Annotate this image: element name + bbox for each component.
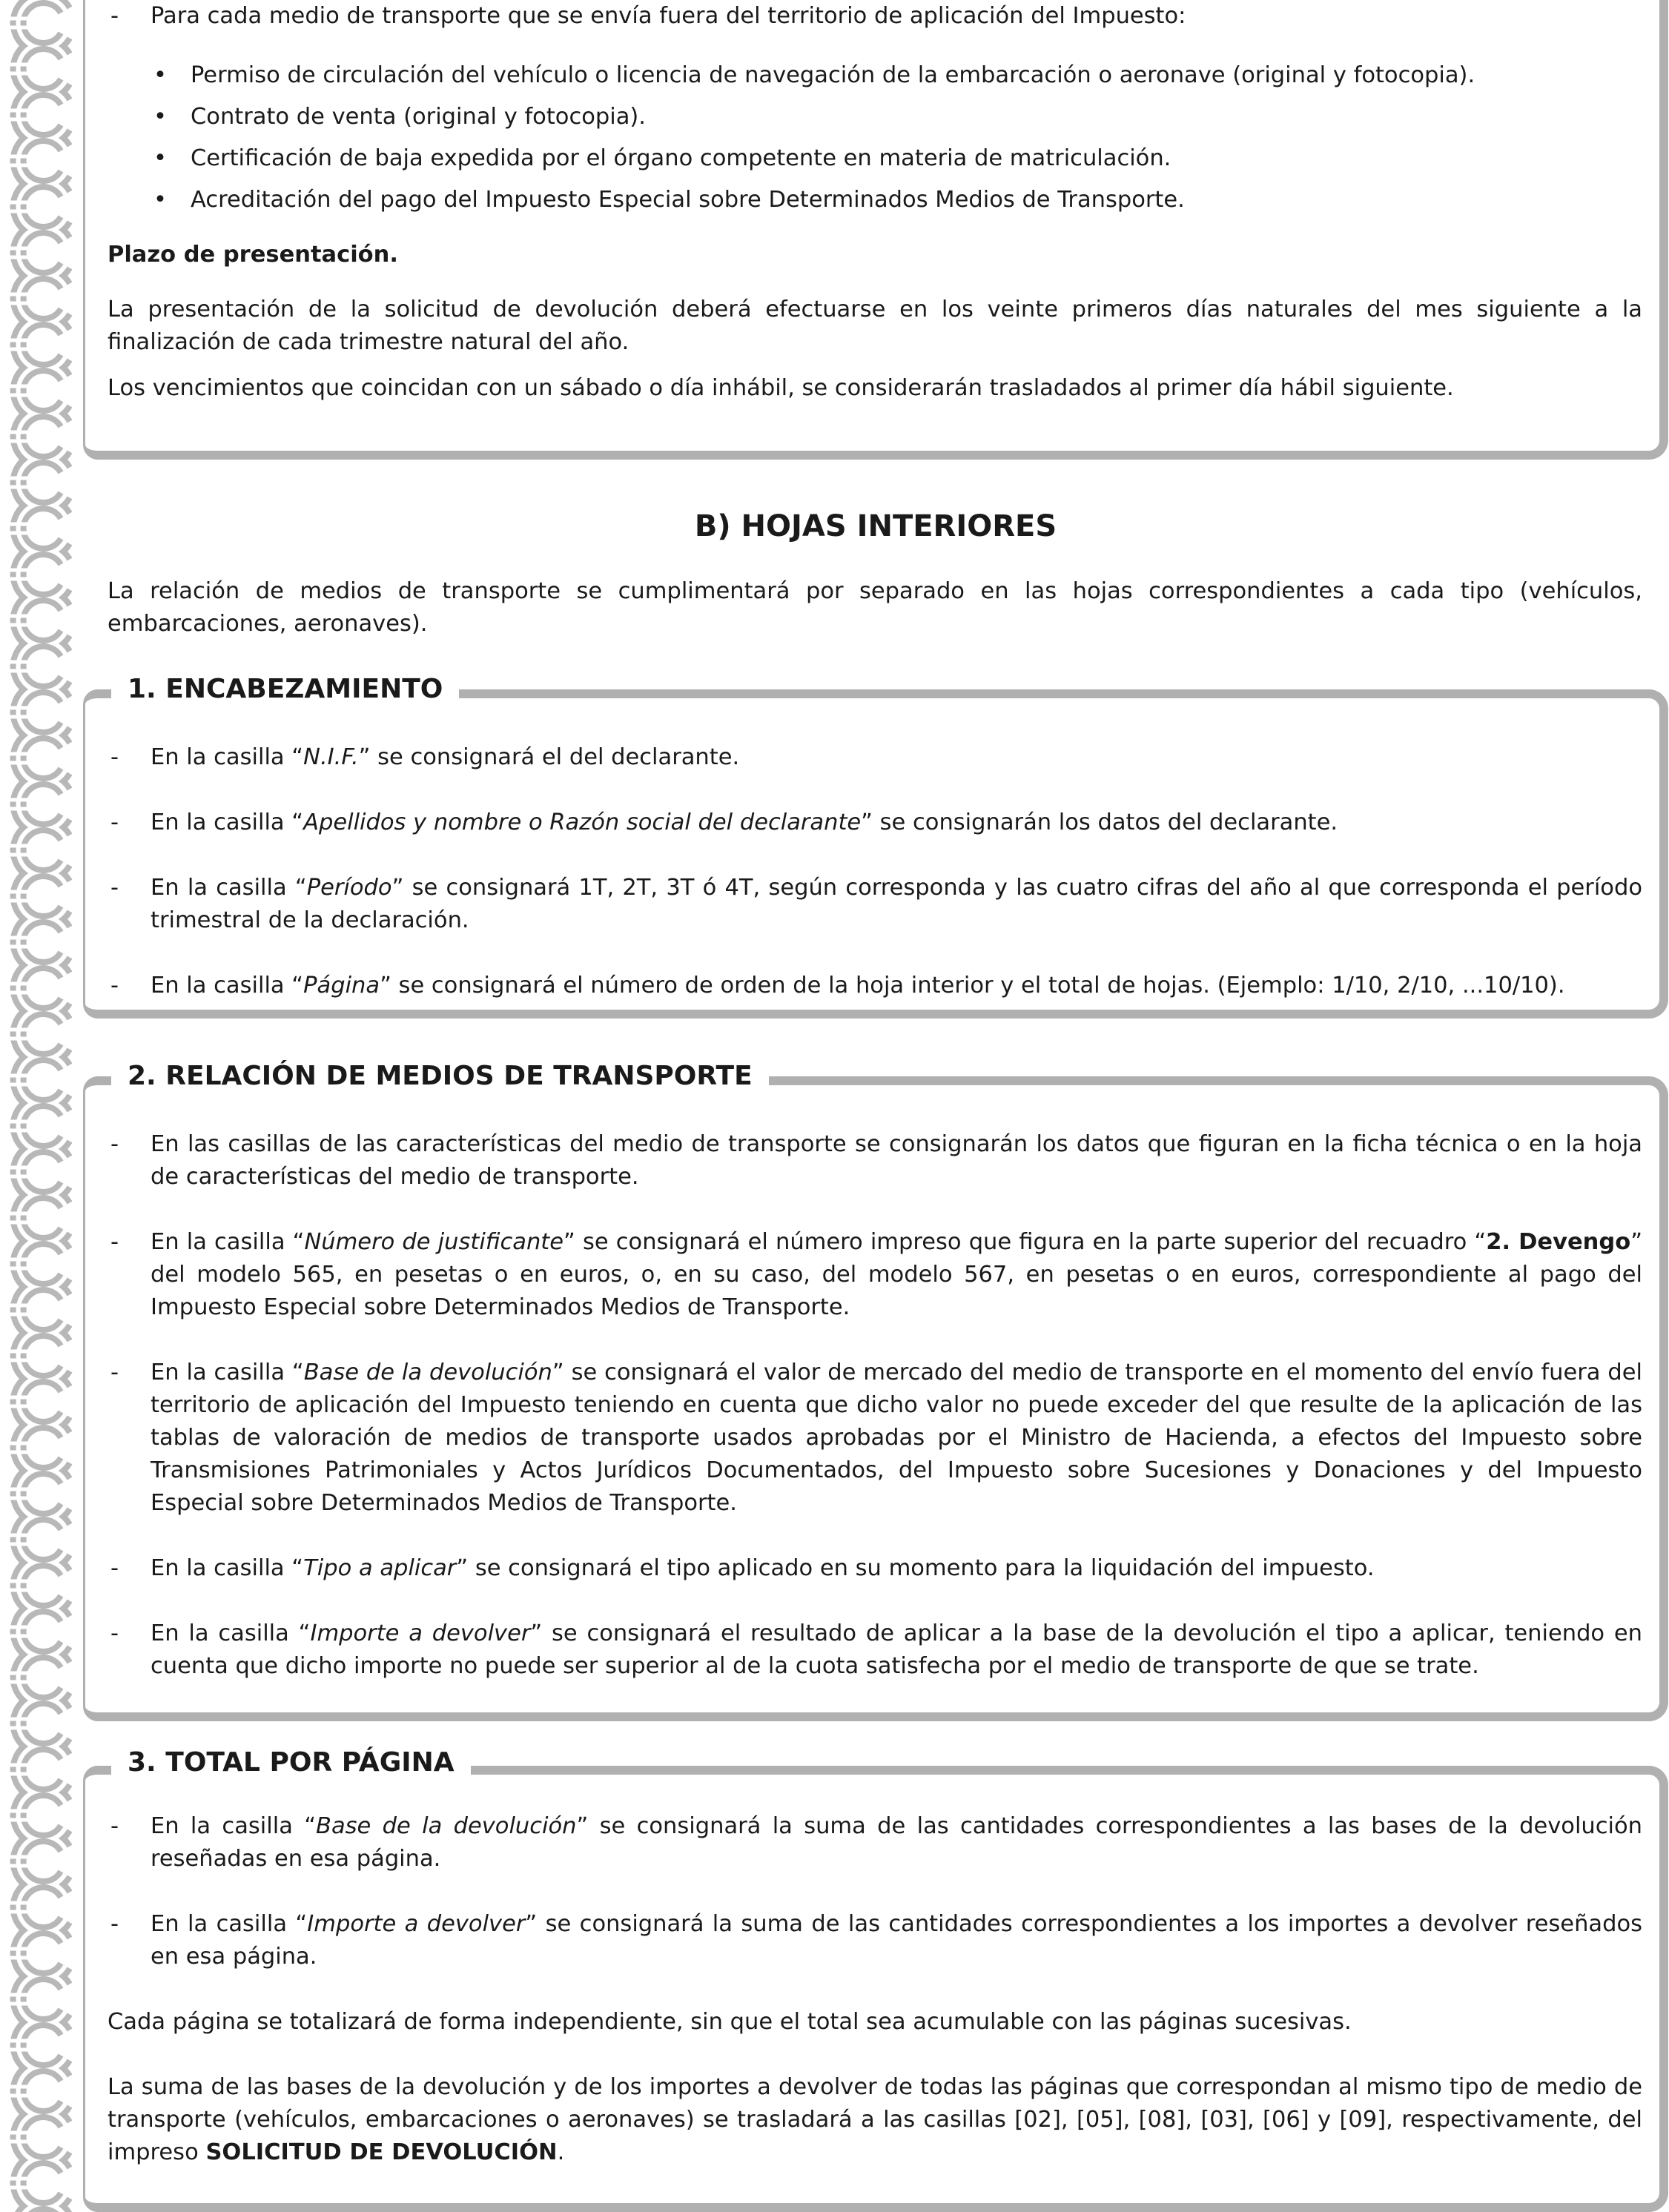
list-item: - En la casilla “Base de la devolución” se consignará el valor de mercado del medio de transporte en el momento del envío fuera del territorio de aplicación del Impuesto teniendo en cuenta que dicho valor no puede exceder del que resulte de la aplicación de las tablas de valoración de medios de transporte usados aprobadas por el Ministro de Hacienda, a efectos del Impuesto sobre Transmisiones Patrimoniales y Actos Jurídicos Documentados, del Impuesto sobre Sucesiones y Donaciones y del Impuesto Especial sobre Determinados Medios de Transporte. (108, 1357, 1642, 1520)
section-encabezamiento-content (108, 741, 1642, 1002)
euro-decorative-strip (0, 0, 74, 2212)
list-item: - En la casilla “Número de justificante” se consignará el número impreso que figura en la parte superior del recuadro “2. Devengo” del modelo 565, en pesetas o en euros, o, en su caso, del modelo 567, en pesetas o en euros, correspondiente al pago del Impuesto Especial sobre Determinados Medios de Transporte. (108, 1226, 1642, 1324)
list-item: • Certificación de baja expedida por el órgano competente en materia de matriculación. (108, 142, 1642, 175)
section-title: 3. TOTAL POR PÁGINA (111, 1746, 471, 1779)
section-relacion-content (108, 1128, 1642, 1683)
hojas-intro-paragraph: La relación de medios de transporte se cumplimentará por separado en las hojas correspondientes a cada tipo (vehículos, embarcaciones, aeronaves). (108, 578, 1642, 637)
list-item: - En la casilla “Importe a devolver” se consignará la suma de las cantidades correspondientes a los importes a devolver reseñados en esa página. (108, 1908, 1642, 1973)
plazo-heading: Plazo de presentación. (108, 242, 398, 268)
list-item: - En la casilla “Tipo a aplicar” se consignará el tipo aplicado en su momento para la liquidación del impuesto. (108, 1552, 1642, 1585)
list-item: - En la casilla “Período” se consignará 1T, 2T, 3T ó 4T, según corresponda y las cuatro cifras del año al que corresponda el período trimestral de la declaración. (108, 872, 1642, 937)
plazo-paragraph: La presentación de la solicitud de devolución deberá efectuarse en los veinte primeros días naturales del mes siguiente a la finalización de cada trimestre natural del año. (108, 297, 1642, 355)
top-content (108, 0, 1642, 405)
top-intro-item: - Para cada medio de transporte que se envía fuera del territorio de aplicación del Impuesto: (108, 0, 1642, 33)
list-item: - En la casilla “Base de la devolución” se consignará la suma de las cantidades correspondientes a las bases de la devolución reseñadas en esa página. (108, 1810, 1642, 1875)
list-item: • Contrato de venta (original y fotocopia). (108, 101, 1642, 133)
list-item: - En la casilla “N.I.F.” se consignará el del declarante. (108, 741, 1642, 774)
section-total-content (108, 1810, 1642, 2169)
list-item: - En las casillas de las características del medio de transporte se consignarán los datos que figuran en la ficha técnica o en la hoja de características del medio de transporte. (108, 1128, 1642, 1193)
list-item: • Acreditación del pago del Impuesto Especial sobre Determinados Medios de Transporte. (108, 184, 1642, 216)
list-item: - En la casilla “Importe a devolver” se consignará el resultado de aplicar a la base de la devolución el tipo a aplicar, teniendo en cuenta que dicho importe no puede ser superior al de la cuota satisfecha por el medio de transporte de que se trate. (108, 1617, 1642, 1683)
list-item: - En la casilla “Apellidos y nombre o Razón social del declarante” se consignarán los datos del declarante. (108, 807, 1642, 839)
list-item: • Permiso de circulación del vehículo o licencia de navegación de la embarcación o aeronave (original y fotocopia). (108, 59, 1642, 92)
total-paragraph: La suma de las bases de la devolución y de los importes a devolver de todas las páginas que correspondan al mismo tipo de medio de transporte (vehículos, embarcaciones o aeronaves) se trasladará a las casillas [02], [05], [08], [03], [06] y [09], respectivamente, del impreso SOLICITUD DE DEVOLUCIÓN. (108, 2074, 1642, 2165)
hojas-intro (108, 575, 1642, 640)
section-title: 2. RELACIÓN DE MEDIOS DE TRANSPORTE (111, 1060, 769, 1093)
section-title: 1. ENCABEZAMIENTO (111, 673, 459, 706)
list-item: - En la casilla “Página” se consignará el número de orden de la hoja interior y el total de hojas. (Ejemplo: 1/10, 2/10, ...10/10). (108, 970, 1642, 1002)
total-paragraph: Cada página se totalizará de forma independiente, sin que el total sea acumulable con las páginas sucesivas. (108, 2009, 1352, 2035)
plazo-paragraph: Los vencimientos que coincidan con un sábado o día inhábil, se considerarán trasladados al primer día hábil siguiente. (108, 375, 1454, 401)
page-title: B) HOJAS INTERIORES (694, 509, 1057, 543)
